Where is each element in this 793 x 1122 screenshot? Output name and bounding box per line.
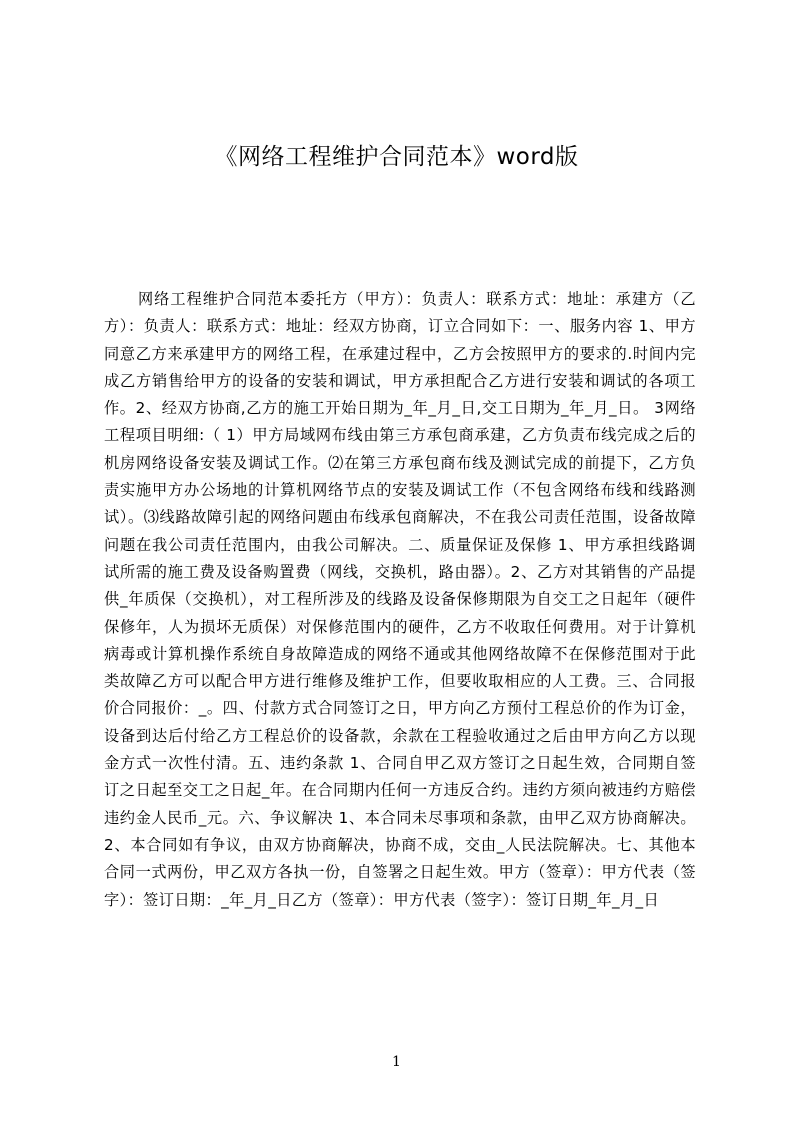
document-body: 网络工程维护合同范本委托方（甲方）：负责人：联系方式：地址：承建方（乙方）：负责人：联系方式：地址：经双方协商，订立合同如下：一、服务内容 1、甲方同意乙方来承建甲方的网络工程，在承建过程中，乙方会按照甲方的要求的.时间内完成乙方销售给甲方的设备的安装和调试，甲方承担配合乙方进行安装和调试的各项工作。2、经双方协商,乙方的施工开始日期为_年_月_日,交工日期为_年_月_日。 3网络工程项目明细:（ 1）甲方局域网布线由第三方承包商承建，乙方负责布线完成之后的机房网络设备安装及调试工作。⑵在第三方承包商布线及测试完成的前提下，乙方负责实施甲方办公场地的计算机网络节点的安装及调试工作（不包含网络布线和线路测试）。⑶线路故障引起的网络问题由布线承包商解决，不在我公司责任范围，设备故障问题在我公司责任范围内，由我公司解决。二、质量保证及保修 1、甲方承担线路调试所需的施工费及设备购置费（网线，交换机，路由器）。2、乙方对其销售的产品提供_年质保（交换机），对工程所涉及的线路及设备保修期限为自交工之日起年（硬件保修年，人为损坏无质保）对保修范围内的硬件，乙方不收取任何费用。对于计算机病毒或计算机操作系统自身故障造成的网络不通或其他网络故障不在保修范围对于此类故障乙方可以配合甲方进行维修及维护工作，但要收取相应的人工费。三、合同报价合同报价：_。四、付款方式合同签订之日，甲方向乙方预付工程总价的作为订金，设备到达后付给乙方工程总价的设备款，余款在工程验收通过之后由甲方向乙方以现金方式一次性付清。五、违约条款 1、合同自甲乙双方签订之日起生效，合同期自签订之日起至交工之日起_年。在合同期内任何一方违反合约。违约方须向被违约方赔偿违约金人民币_元。六、争议解决 1、本合同未尽事项和条款，由甲乙双方协商解决。2、本合同如有争议，由双方协商解决，协商不成，交由_人民法院解决。七、其他本合同一式两份，甲乙双方各执一份，自签署之日起生效。甲方（签章）：甲方代表（签字）：签订日期：_年_月_日乙方（签章）：甲方代表（签字）：签订日期_年_月_日 [104,290,696,909]
page-number: 1 [392,1054,401,1070]
document-title: 《网络工程维护合同范本》word版 [214,144,579,170]
